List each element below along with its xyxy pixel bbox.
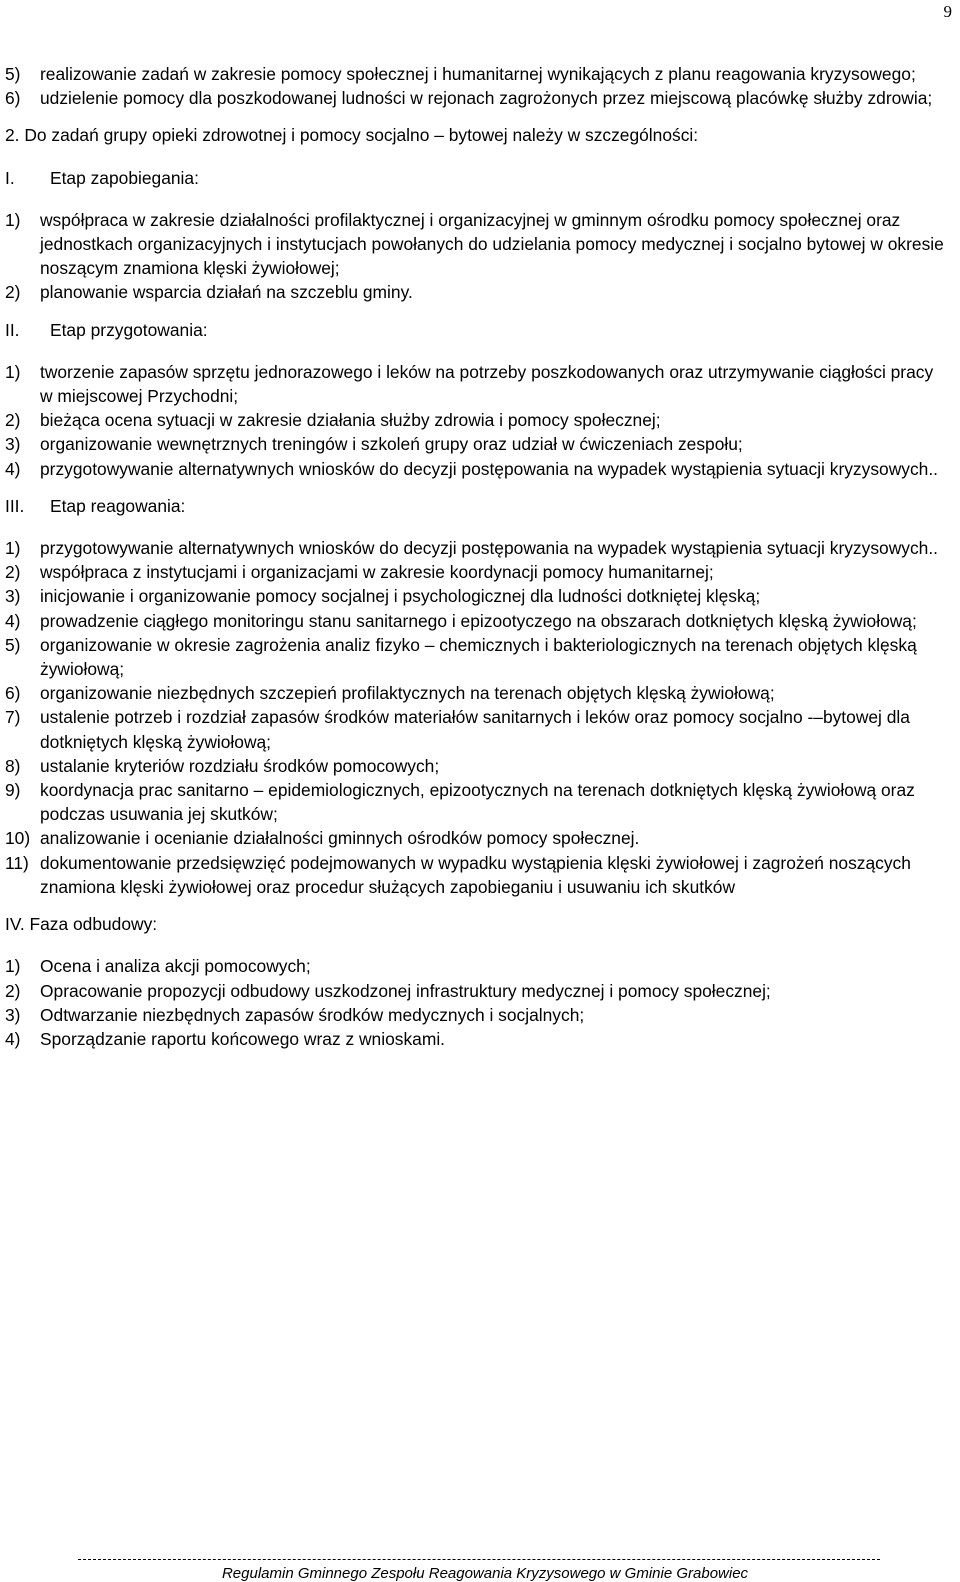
- item-text: Sporządzanie raportu końcowego wraz z wnioskami.: [40, 1028, 446, 1049]
- list-item: [5, 609, 950, 633]
- list-item: [5, 1027, 950, 1051]
- item-number: 5): [5, 634, 21, 655]
- list-item: [5, 778, 950, 826]
- item-text: organizowanie wewnętrznych treningów i szkoleń grupy oraz udział w ćwiczeniach zespołu;: [40, 434, 743, 455]
- item-number: 10): [5, 828, 31, 849]
- item-text: realizowanie zadań w zakresie pomocy społecznej i humanitarnej wynikających z planu reagowania kryzysowego;: [40, 64, 916, 84]
- item-text: współpraca z instytucjami i organizacjami w zakresie koordynacji pomocy humanitarnej;: [40, 562, 714, 583]
- item-text: współpraca w zakresie działalności profilaktycznej i organizacyjnej w gminnym ośrodku pomocy społecznej oraz jednostkach organizacyjnych i instytucjach powołanych do udzielania pomocy medycznej i socjalno bytowej w okresie noszącym znamiona klęski żywiołowej;: [40, 209, 944, 279]
- stage-title: Etap przygotowania:: [50, 319, 208, 340]
- list-item: [5, 681, 950, 705]
- stage-title: Etap zapobiegania:: [50, 167, 199, 188]
- item-number: 4): [5, 1028, 21, 1049]
- footer-divider: [78, 1559, 880, 1560]
- list-item: [5, 584, 950, 608]
- item-text: przygotowywanie alternatywnych wniosków do decyzji postępowania na wypadek wystąpienia sytuacji kryzysowych..: [40, 538, 938, 559]
- list-item: [5, 408, 950, 432]
- item-text: ustalenie potrzeb i rozdział zapasów środków materiałów sanitarnych i leków oraz pomocy socjalno -–bytowej dla dotkniętych klęską żywiołową;: [40, 707, 910, 752]
- stage-heading: IV. Faza odbudowy:: [5, 914, 158, 935]
- list-item: [5, 954, 950, 978]
- page-footer: Regulamin Gminnego Zespołu Reagowania Kryzysowego w Gminie Grabowiec: [221, 1565, 749, 1582]
- list-item: [5, 62, 950, 86]
- item-text: analizowanie i ocenianie działalności gminnych ośrodków pomocy społecznej.: [40, 828, 640, 849]
- item-number: 1): [5, 538, 21, 559]
- list-item: [5, 754, 950, 778]
- item-number: 1): [5, 956, 21, 977]
- list-item: [5, 705, 950, 753]
- item-text: udzielenie pomocy dla poszkodowanej ludności w rejonach zagrożonych przez miejscową placówkę służby zdrowia;: [40, 88, 933, 109]
- item-number: 3): [5, 434, 21, 455]
- section-heading: 2. Do zadań grupy opieki zdrowotnej i pomocy socjalno – bytowej należy w szczególności:: [5, 125, 699, 146]
- item-text: Odtwarzanie niezbędnych zapasów środków medycznych i socjalnych;: [40, 1004, 585, 1025]
- item-number: 6): [5, 683, 21, 704]
- item-text: koordynacja prac sanitarno – epidemiologicznych, epizootycznych na terenach dotkniętych klęską żywiołową oraz podczas usuwania jej skutków;: [40, 780, 915, 825]
- page-number: 9: [943, 2, 952, 21]
- list-item: [5, 536, 950, 560]
- list-item: [5, 86, 950, 110]
- item-text: prowadzenie ciągłego monitoringu stanu sanitarnego i epizootyczego na obszarach dotkniętych klęską żywiołową;: [40, 610, 917, 631]
- item-number: 2): [5, 562, 21, 583]
- list-item: [5, 560, 950, 584]
- document-body: [5, 62, 950, 1051]
- item-number: 3): [5, 1004, 21, 1025]
- item-number: 1): [5, 361, 21, 382]
- item-number: 1): [5, 209, 21, 230]
- item-text: inicjowanie i organizowanie pomocy socjalnej i psychologicznej dla ludności dotkniętej klęską;: [40, 586, 761, 607]
- item-number: 9): [5, 780, 21, 801]
- list-item: [5, 851, 950, 899]
- item-number: 5): [5, 64, 21, 84]
- item-text: przygotowywanie alternatywnych wniosków do decyzji postępowania na wypadek wystąpienia sytuacji kryzysowych..: [40, 458, 938, 479]
- item-text: planowanie wsparcia działań na szczeblu gminy.: [40, 282, 413, 303]
- item-text: dokumentowanie przedsięwzięć podejmowanych w wypadku wystąpienia klęski żywiołowej i zagrożeń noszących znamiona klęski żywiołowej oraz procedur służących zapobieganiu i usuwaniu ich skutków: [40, 852, 911, 897]
- list-item: [5, 280, 950, 304]
- item-number: 4): [5, 610, 21, 631]
- stage-heading: [5, 318, 950, 342]
- list-item: [5, 1003, 950, 1027]
- stage-number: II.: [5, 319, 20, 340]
- item-text: organizowanie niezbędnych szczepień profilaktycznych na terenach objętych klęską żywiołową;: [40, 683, 775, 704]
- item-text: organizowanie w okresie zagrożenia analiz fizyko – chemicznych i bakteriologicznych na terenach objętych klęską żywiołową;: [40, 634, 917, 680]
- item-number: 3): [5, 586, 21, 607]
- list-item: [5, 360, 950, 408]
- list-item: [5, 457, 950, 481]
- item-number: 11): [5, 852, 29, 873]
- list-item: [5, 979, 950, 1003]
- item-number: 2): [5, 282, 21, 303]
- item-text: bieżąca ocena sytuacji w zakresie działania służby zdrowia i pomocy społecznej;: [40, 410, 661, 431]
- item-text: ustalanie kryteriów rozdziału środków pomocowych;: [40, 755, 440, 776]
- item-number: 2): [5, 410, 21, 431]
- stage-heading: [5, 166, 950, 190]
- list-item: [5, 826, 950, 850]
- item-text: Ocena i analiza akcji pomocowych;: [40, 956, 311, 977]
- item-text: Opracowanie propozycji odbudowy uszkodzonej infrastruktury medycznej i pomocy społecznej;: [40, 980, 771, 1001]
- item-text: tworzenie zapasów sprzętu jednorazowego i leków na potrzeby poszkodowanych oraz utrzymywanie ciągłości pracy w miejscowej Przychodni;: [40, 361, 934, 407]
- item-number: 2): [5, 980, 21, 1001]
- list-item: [5, 633, 950, 681]
- stage-number: I.: [5, 167, 15, 188]
- stage-title: Etap reagowania:: [50, 495, 186, 516]
- stage-number: III.: [5, 495, 25, 516]
- item-number: 4): [5, 458, 21, 479]
- item-number: 8): [5, 755, 21, 776]
- stage-heading: [5, 494, 950, 518]
- list-item: [5, 208, 950, 281]
- list-item: [5, 432, 950, 456]
- item-number: 6): [5, 88, 21, 109]
- item-number: 7): [5, 707, 21, 728]
